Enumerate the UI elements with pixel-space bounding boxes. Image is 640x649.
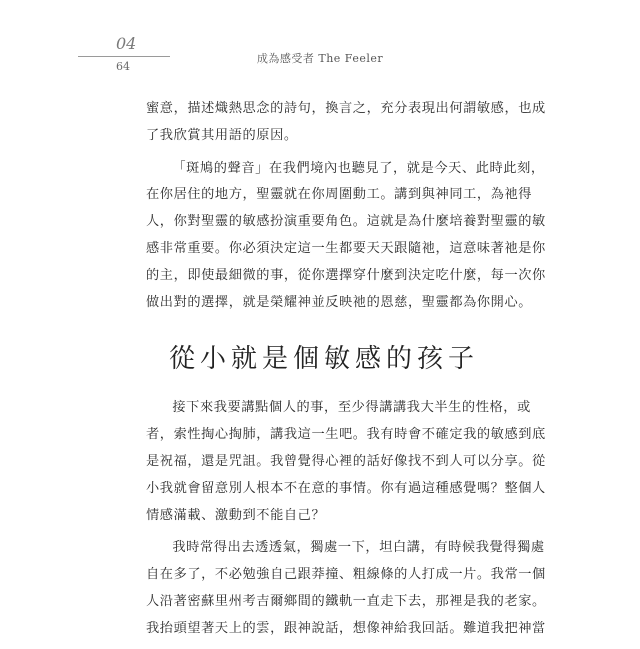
text-line: 人沿著密蘇里州考吉爾鄉間的鐵軌一直走下去，那裡是我的老家。	[146, 593, 546, 609]
text-line: 接下來我要講點個人的事，至少得講講我大半生的性格，或	[172, 400, 531, 416]
text-line: 蜜意，描述熾熱思念的詩句，換言之，充分表現出何謂敏感，也成	[146, 101, 546, 116]
text-line: 我時常得出去透透氣，獨處一下，坦白講，有時候我覺得獨處	[172, 540, 545, 556]
text-line: 自在多了，不必勉強自己跟莽撞、粗線條的人打成一片。我常一個	[146, 567, 546, 583]
text-line: 是祝福，還是咒詛。我曾覺得心裡的話好像找不到人可以分享。從	[146, 453, 546, 469]
running-title: 成為感受者 The Feeler	[256, 52, 384, 65]
paragraph	[146, 395, 546, 529]
text-line: 情感滿載、激動到不能自己？	[146, 507, 326, 523]
text-line: 人，你對聖靈的敏感扮演重要角色。這就是為什麼培養對聖靈的敏	[146, 214, 546, 230]
section-heading: 從小就是個敏感的孩子	[168, 344, 479, 375]
chapter-number: 04	[116, 34, 137, 53]
page-content	[146, 96, 546, 649]
text-line: 「斑鳩的聲音」在我們境內也聽見了，就是今天、此時此刻，	[172, 160, 545, 176]
text-line: 我抬頭望著天上的雲，跟神說話，想像神給我回話。難道我把神當	[146, 620, 546, 636]
text-line: 小我就會留意別人根本不在意的事情。你有過這種感覺嗎？整個人	[146, 480, 546, 496]
text-line: 的主，即使最細微的事，從你選擇穿什麼到決定吃什麼，每一次你	[146, 267, 546, 283]
text-line: 在你居住的地方，聖靈就在你周圍動工。講到與神同工，為祂得	[146, 187, 533, 203]
paragraph	[146, 96, 546, 150]
paragraphs-after-heading	[146, 395, 546, 642]
text-line: 感非常重要。你必須決定這一生都要天天跟隨祂，這意味著祂是你	[146, 240, 546, 256]
page-number: 64	[116, 60, 130, 73]
page-header	[0, 30, 640, 80]
text-line: 做出對的選擇，就是榮耀神並反映祂的恩慈，聖靈都為你開心。	[146, 294, 533, 310]
paragraph	[146, 535, 546, 642]
paragraphs-before-heading	[146, 96, 546, 316]
text-line: 者，索性掏心掏肺，講我這一生吧。我有時會不確定我的敏感到底	[146, 427, 546, 443]
text-line: 了我欣賞其用語的原因。	[146, 127, 298, 143]
paragraph	[146, 156, 546, 317]
